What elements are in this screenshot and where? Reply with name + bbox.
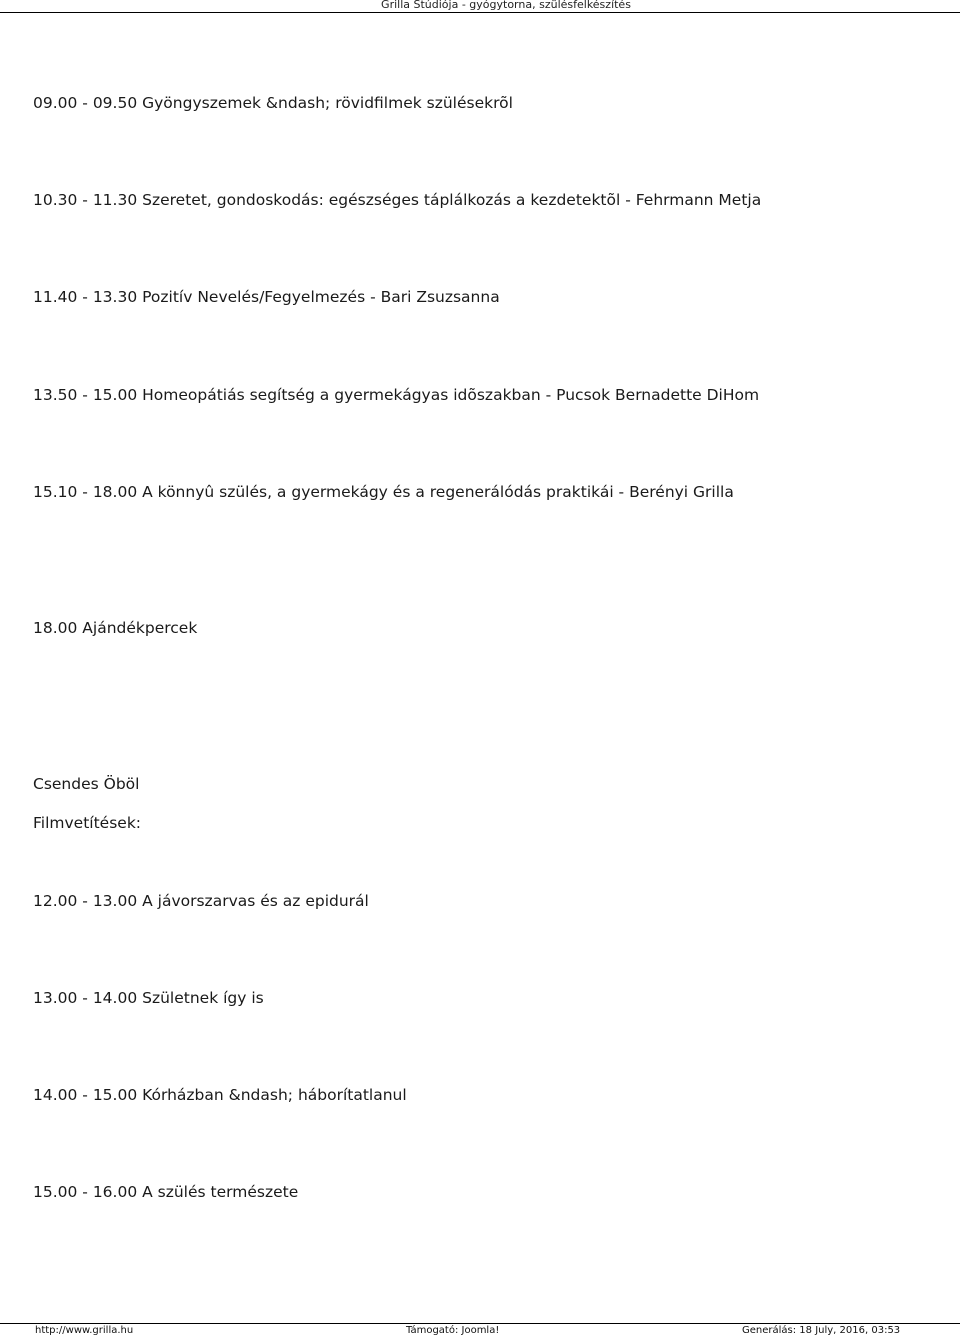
schedule-item: 15.10 - 18.00 A könnyû szülés, a gyermekágy és a regenerálódás praktikái - Berényi Grilla bbox=[33, 483, 734, 501]
footer-divider bbox=[0, 1323, 960, 1324]
film-item: 15.00 - 16.00 A szülés természete bbox=[33, 1183, 299, 1201]
footer-url-link[interactable]: http://www.grilla.hu bbox=[35, 1325, 134, 1336]
schedule-item: 13.50 - 15.00 Homeopátiás segítség a gyermekágyas idõszakban - Pucsok Bernadette DiHom bbox=[33, 386, 760, 404]
section-title: Csendes Öböl bbox=[33, 775, 140, 793]
schedule-item: 09.00 - 09.50 Gyöngyszemek &ndash; rövidfilmek szülésekrõl bbox=[33, 94, 513, 112]
schedule-item: 10.30 - 11.30 Szeretet, gondoskodás: egészséges táplálkozás a kezdetektõl - Fehrmann Metja bbox=[33, 191, 762, 209]
schedule-item: 11.40 - 13.30 Pozitív Nevelés/Fegyelmezés - Bari Zsuzsanna bbox=[33, 288, 500, 306]
page-header-title: Grilla Stúdiója - gyógytorna, szülésfelkészítés bbox=[381, 0, 631, 11]
schedule-item: 18.00 Ajándékpercek bbox=[33, 619, 198, 637]
film-item: 14.00 - 15.00 Kórházban &ndash; háborítatlanul bbox=[33, 1086, 407, 1104]
section-subtitle: Filmvetítések: bbox=[33, 814, 142, 832]
film-item: 12.00 - 13.00 A jávorszarvas és az epidurál bbox=[33, 892, 369, 910]
footer-sponsor: Támogató: Joomla! bbox=[406, 1325, 500, 1336]
film-item: 13.00 - 14.00 Születnek így is bbox=[33, 989, 264, 1007]
footer-generated-date: Generálás: 18 July, 2016, 03:53 bbox=[742, 1325, 901, 1336]
header-divider bbox=[0, 12, 960, 13]
